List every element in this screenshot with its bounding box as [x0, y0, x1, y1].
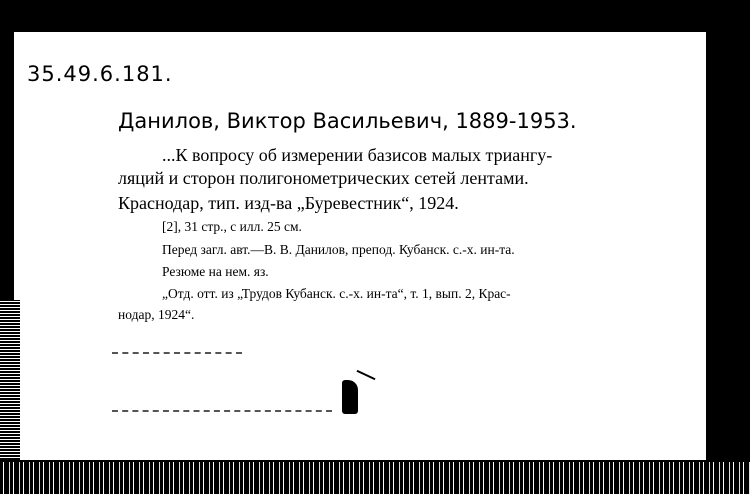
scan-edge-bottom: [0, 462, 750, 494]
imprint: Краснодар, тип. изд-ва „Буревестник“, 1924.: [118, 193, 459, 213]
title-line-1: ...К вопросу об измерении базисов малых триангу-: [162, 145, 553, 165]
author-heading: Данилов, Виктор Васильевич, 1889-1953.: [118, 109, 577, 133]
collation-note: [2], 31 стр., с илл. 25 см.: [162, 219, 302, 234]
divider-line: [112, 352, 242, 354]
ink-mark: [342, 380, 358, 414]
offprint-note-line-2: нодар, 1924“.: [118, 307, 195, 322]
offprint-note-line-1: „Отд. отт. из „Трудов Кубанск. с.-х. ин-та“, т. 1, вып. 2, Крас-: [162, 286, 511, 301]
scan-edge-left: [0, 300, 20, 460]
author-note: Перед загл. авт.—В. В. Данилов, препод. Кубанск. с.-х. ин-та.: [162, 242, 515, 257]
call-number: 35.49.6.181.: [27, 62, 173, 86]
title-line-2: ляций и сторон полигонометрических сетей лентами.: [118, 168, 529, 188]
summary-note: Резюме на нем. яз.: [162, 264, 269, 279]
divider-line: [112, 410, 332, 412]
